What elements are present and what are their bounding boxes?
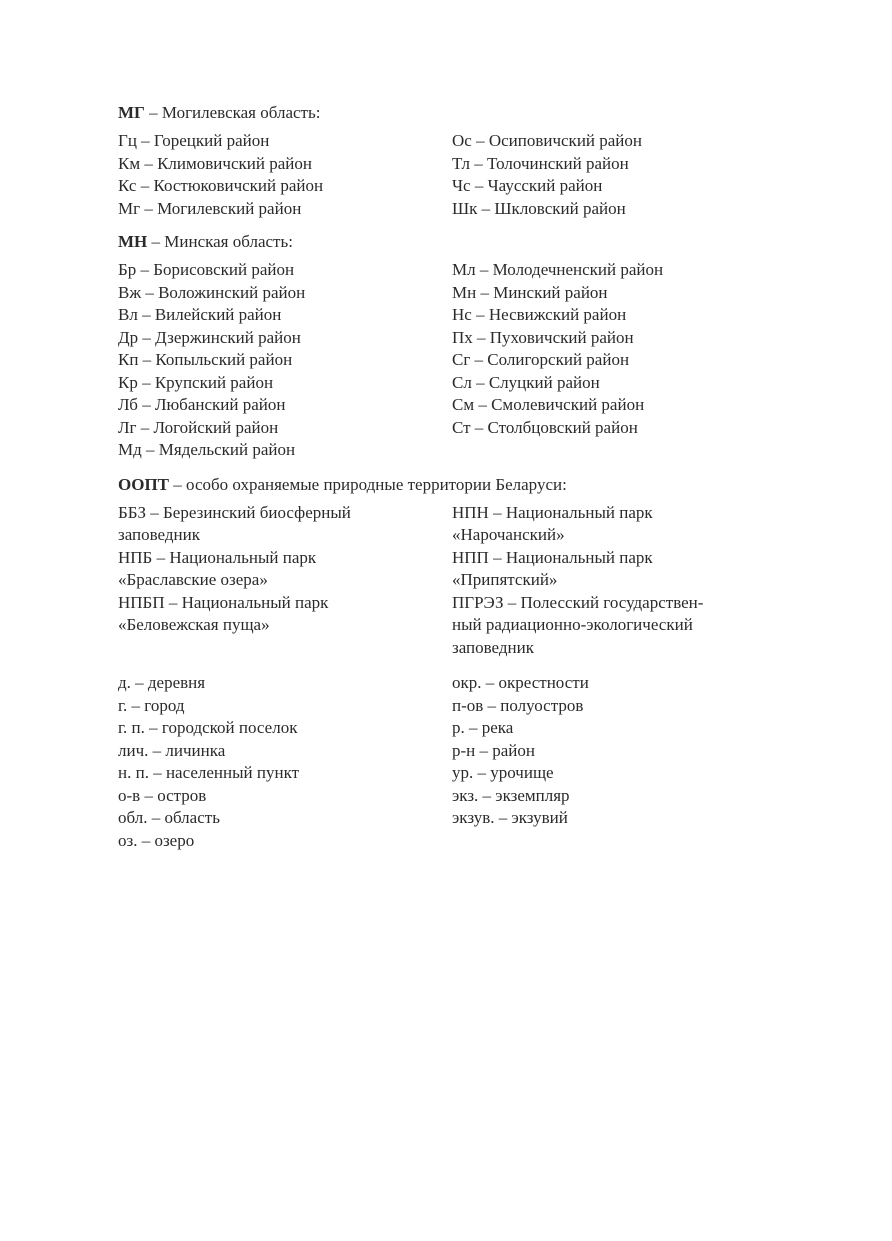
list-item: ПГРЭЗ – Полесский государствен- — [452, 592, 704, 612]
mogilev-region-title: – Могилевская область: — [144, 103, 321, 122]
list-item: Лб – Любанский район — [118, 395, 286, 414]
mogilev-districts-right — [452, 130, 772, 220]
minsk-districts — [118, 259, 778, 462]
mogilev-region-heading — [118, 102, 778, 124]
list-item: п-ов – полуостров — [452, 695, 584, 715]
list-item: ББЗ – Березинский биосферный — [118, 502, 351, 522]
list-item: Ст – Столбцовский район — [452, 417, 638, 437]
abbreviations-page — [118, 102, 778, 852]
list-item: Ос – Осиповичский район — [452, 131, 643, 150]
minsk-region-section — [118, 231, 778, 462]
list-item: Нс – Несвижский район — [452, 305, 627, 324]
list-item: Мн – Минский район — [452, 282, 608, 302]
general-abbreviations-section — [118, 672, 778, 852]
protected-areas-section — [118, 474, 778, 660]
list-item: ур. – урочище — [452, 763, 554, 782]
protected-areas-right — [452, 502, 772, 660]
minsk-region-title: – Минская область: — [147, 232, 293, 251]
general-abbreviations-left — [118, 672, 452, 852]
list-item: экз. – экземпляр — [452, 785, 570, 805]
mogilev-districts-left — [118, 130, 452, 220]
list-item: Вл – Вилейский район — [118, 305, 282, 324]
list-item: НПН – Национальный парк — [452, 502, 653, 522]
list-item: Мд – Мядельский район — [118, 440, 296, 459]
list-item: Пх – Пуховичский район — [452, 327, 634, 347]
list-item: См – Смолевичский район — [452, 395, 645, 414]
list-item: Лг – Логойский район — [118, 417, 279, 437]
list-item: заповедник — [118, 525, 200, 544]
list-item: НПБП – Национальный парк — [118, 592, 329, 612]
list-item: д. – деревня — [118, 673, 206, 692]
protected-areas-code: ООПТ — [118, 474, 170, 494]
list-item: ный радиационно-экологический — [452, 615, 693, 634]
list-item: «Беловежская пуща» — [118, 615, 270, 634]
protected-areas-left — [118, 502, 452, 660]
list-item: оз. – озеро — [118, 830, 195, 850]
list-item: НПБ – Национальный парк — [118, 547, 317, 567]
list-item: «Браславские озера» — [118, 570, 268, 589]
list-item: лич. – личинка — [118, 740, 226, 760]
list-item: НПП – Национальный парк — [452, 547, 653, 567]
list-item: р. – река — [452, 718, 514, 737]
minsk-districts-right — [452, 259, 772, 462]
list-item: «Нарочанский» — [452, 525, 565, 544]
list-item: окр. – окрестности — [452, 673, 589, 692]
list-item: р-н – район — [452, 740, 535, 760]
list-item: г. п. – городской поселок — [118, 718, 298, 737]
list-item: обл. – область — [118, 808, 220, 827]
mogilev-districts — [118, 130, 778, 220]
list-item: Сл – Слуцкий район — [452, 372, 600, 392]
list-item: Кр – Крупский район — [118, 372, 274, 392]
list-item: Др – Дзержинский район — [118, 327, 301, 347]
list-item: экзув. – экзувий — [452, 808, 568, 827]
list-item: Гц – Горецкий район — [118, 131, 270, 150]
list-item: Сг – Солигорский район — [452, 350, 630, 369]
general-abbreviations-list — [118, 672, 778, 852]
minsk-region-code: МН — [118, 232, 148, 251]
list-item: Мг – Могилевский район — [118, 198, 302, 218]
list-item: Кп – Копыльский район — [118, 350, 293, 369]
list-item: Км – Климовичский район — [118, 153, 312, 173]
protected-areas-list — [118, 502, 778, 660]
mogilev-region-code: МГ — [118, 103, 145, 122]
list-item: н. п. – населенный пункт — [118, 763, 300, 782]
protected-areas-title: – особо охраняемые природные территории Беларуси: — [169, 474, 567, 494]
minsk-region-heading — [118, 231, 778, 253]
list-item: Бр – Борисовский район — [118, 260, 295, 279]
list-item: Чс – Чаусский район — [452, 176, 603, 195]
general-abbreviations-right — [452, 672, 772, 852]
list-item: Шк – Шкловский район — [452, 198, 626, 218]
list-item: Тл – Толочинский район — [452, 153, 629, 173]
mogilev-region-section — [118, 102, 778, 220]
list-item: заповедник — [452, 637, 534, 657]
list-item: г. – город — [118, 695, 185, 715]
list-item: Кс – Костюковичский район — [118, 176, 324, 195]
list-item: «Припятский» — [452, 570, 558, 589]
minsk-districts-left — [118, 259, 452, 462]
list-item: Мл – Молодечненский район — [452, 260, 664, 279]
protected-areas-heading — [118, 474, 778, 496]
list-item: о-в – остров — [118, 785, 207, 805]
list-item: Вж – Воложинский район — [118, 282, 306, 302]
